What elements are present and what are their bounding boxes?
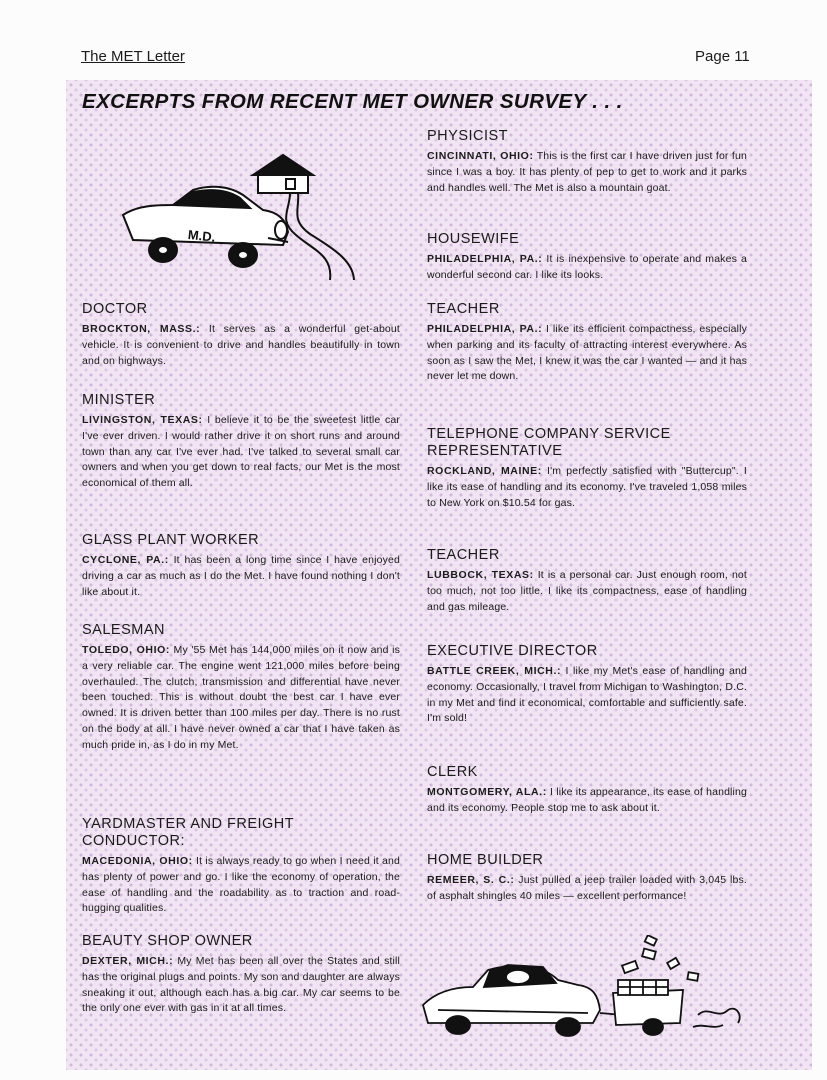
- quote-text: I'm perfectly satisfied with "Buttercup". I like its ease of handling and its economy. I've traveled 1,058 miles to New York on $10.54 for gas.: [427, 465, 747, 509]
- location: PHILADELPHIA, PA.:: [427, 253, 543, 265]
- quote-text: It is always ready to go when I need it and has plenty of power and go. I like the economy of operation, the ease of handling and the roadability as to traction and road-hugging qualities.: [82, 855, 400, 915]
- testimonial-yardmaster: [82, 816, 400, 917]
- car-door-text: M.D.: [187, 226, 217, 245]
- testimonial-executive-director: [427, 643, 747, 727]
- role-heading: BEAUTY SHOP OWNER: [82, 933, 253, 949]
- quote-text: My Met has been all over the States and still has the original plugs and points. My son and daughter are always sneaking it out, although each has a big car. My car seems to be the only one ever with gas in it at all times.: [82, 955, 400, 1015]
- quote-text: It has been a long time since I have enjoyed driving a car as much as I do the Met. I have found nothing I don't like about it.: [82, 554, 400, 598]
- quote-text: It is inexpensive to operate and makes a wonderful second car. I like its looks.: [427, 253, 747, 281]
- quote-text: It is a personal car. Just enough room, not too much, not too little. I like its compactness, ease of handling and gas mileage.: [427, 569, 747, 613]
- location: TOLEDO, OHIO:: [82, 644, 170, 656]
- quote-text: I like my Met's ease of handling and economy. Occasionally, I travel from Michigan to Washington, D.C. in my Met and find it economical, comfortable and sufficiently safe. I'm sold!: [427, 665, 747, 725]
- role-heading: CLERK: [427, 764, 478, 780]
- testimonial-home-builder: [427, 852, 747, 905]
- car-trailer-illustration: [418, 935, 748, 1040]
- page-number: Page 11: [695, 48, 750, 65]
- location: LIVINGSTON, TEXAS:: [82, 414, 203, 426]
- quote-text: My '55 Met has 144,000 miles on it now and is a very reliable car. The engine went 121,000 miles before being overhauled. The clutch, transmission and differential have never been touched. This is without doubt the best car I have ever owned. It is driven better than 100 miles per day. There is no rust on the body at all. I have never owned a car that I have taken as much pride in, as I do in my Met.: [82, 644, 400, 751]
- role-heading: TEACHER: [427, 301, 500, 317]
- role-heading: EXECUTIVE DIRECTOR: [427, 643, 598, 659]
- location: MONTGOMERY, ALA.:: [427, 786, 547, 798]
- role-heading: HOUSEWIFE: [427, 231, 520, 247]
- quote-text: I like its efficient compactness, especially when parking and its faculty of attracting interest everywhere. As soon as I saw the Met, I knew it was the car I wanted — and it has never let me down.: [427, 323, 747, 383]
- role-heading: SALESMAN: [82, 622, 165, 638]
- role-heading: PHYSICIST: [427, 128, 509, 144]
- testimonial-clerk: [427, 764, 747, 817]
- quote-text: It serves as a wonderful get-about vehicle. It is convenient to drive and handles beautifully in town and on highways.: [82, 323, 400, 367]
- testimonial-teacher-lubbock: [427, 547, 747, 615]
- location: CYCLONE, PA.:: [82, 554, 169, 566]
- role-heading: YARDMASTER AND FREIGHT CONDUCTOR:: [82, 816, 294, 849]
- quote-text: I like its appearance, its ease of handling and its economy. People stop me to ask about it.: [427, 786, 748, 814]
- quote-text: This is the first car I have driven just for fun since I was a boy. It has plenty of pep to get to work and it parks and handles well. The Met is also a mountain goat.: [427, 150, 747, 194]
- location: MACEDONIA, OHIO:: [82, 855, 193, 867]
- location: BROCKTON, MASS.:: [82, 323, 201, 335]
- location: ROCKLAND, MAINE:: [427, 465, 542, 477]
- testimonial-beauty-shop-owner: [82, 933, 400, 1017]
- role-heading: MINISTER: [82, 392, 156, 408]
- location: PHILADELPHIA, PA.:: [427, 323, 543, 335]
- doctor-car-illustration: [118, 150, 378, 290]
- role-heading: GLASS PLANT WORKER: [82, 532, 260, 548]
- testimonial-housewife: [427, 231, 747, 284]
- location: REMEER, S. C.:: [427, 874, 515, 886]
- role-heading: HOME BUILDER: [427, 852, 544, 868]
- testimonial-glass-plant-worker: [82, 532, 400, 600]
- testimonial-minister: [82, 392, 400, 492]
- role-heading: DOCTOR: [82, 301, 148, 317]
- location: CINCINNATI, OHIO:: [427, 150, 534, 162]
- quote-text: I believe it to be the sweetest little car I've ever driven. I would rather drive it on short runs and around town than any car I've ever had. I've talked to several small car owners and when you get down to real facts, our Met is the most economical of them all.: [82, 414, 400, 490]
- location: DEXTER, MICH.:: [82, 955, 174, 967]
- location: BATTLE CREEK, MICH.:: [427, 665, 562, 677]
- location: LUBBOCK, TEXAS:: [427, 569, 534, 581]
- role-heading: TEACHER: [427, 547, 500, 563]
- testimonial-salesman: [82, 622, 400, 754]
- publication-name: The MET Letter: [81, 48, 185, 65]
- page-title: EXCERPTS FROM RECENT MET OWNER SURVEY . . .: [82, 90, 623, 113]
- testimonial-physicist: [427, 128, 747, 196]
- role-heading: TELEPHONE COMPANY SERVICE REPRESENTATIVE: [427, 426, 671, 459]
- testimonial-telephone-rep: [427, 426, 747, 511]
- testimonial-teacher-philadelphia: [427, 301, 747, 385]
- testimonial-doctor: [82, 301, 400, 369]
- quote-text: Just pulled a jeep trailer loaded with 3,045 lbs. of asphalt shingles 40 miles — excellent performance!: [427, 874, 747, 902]
